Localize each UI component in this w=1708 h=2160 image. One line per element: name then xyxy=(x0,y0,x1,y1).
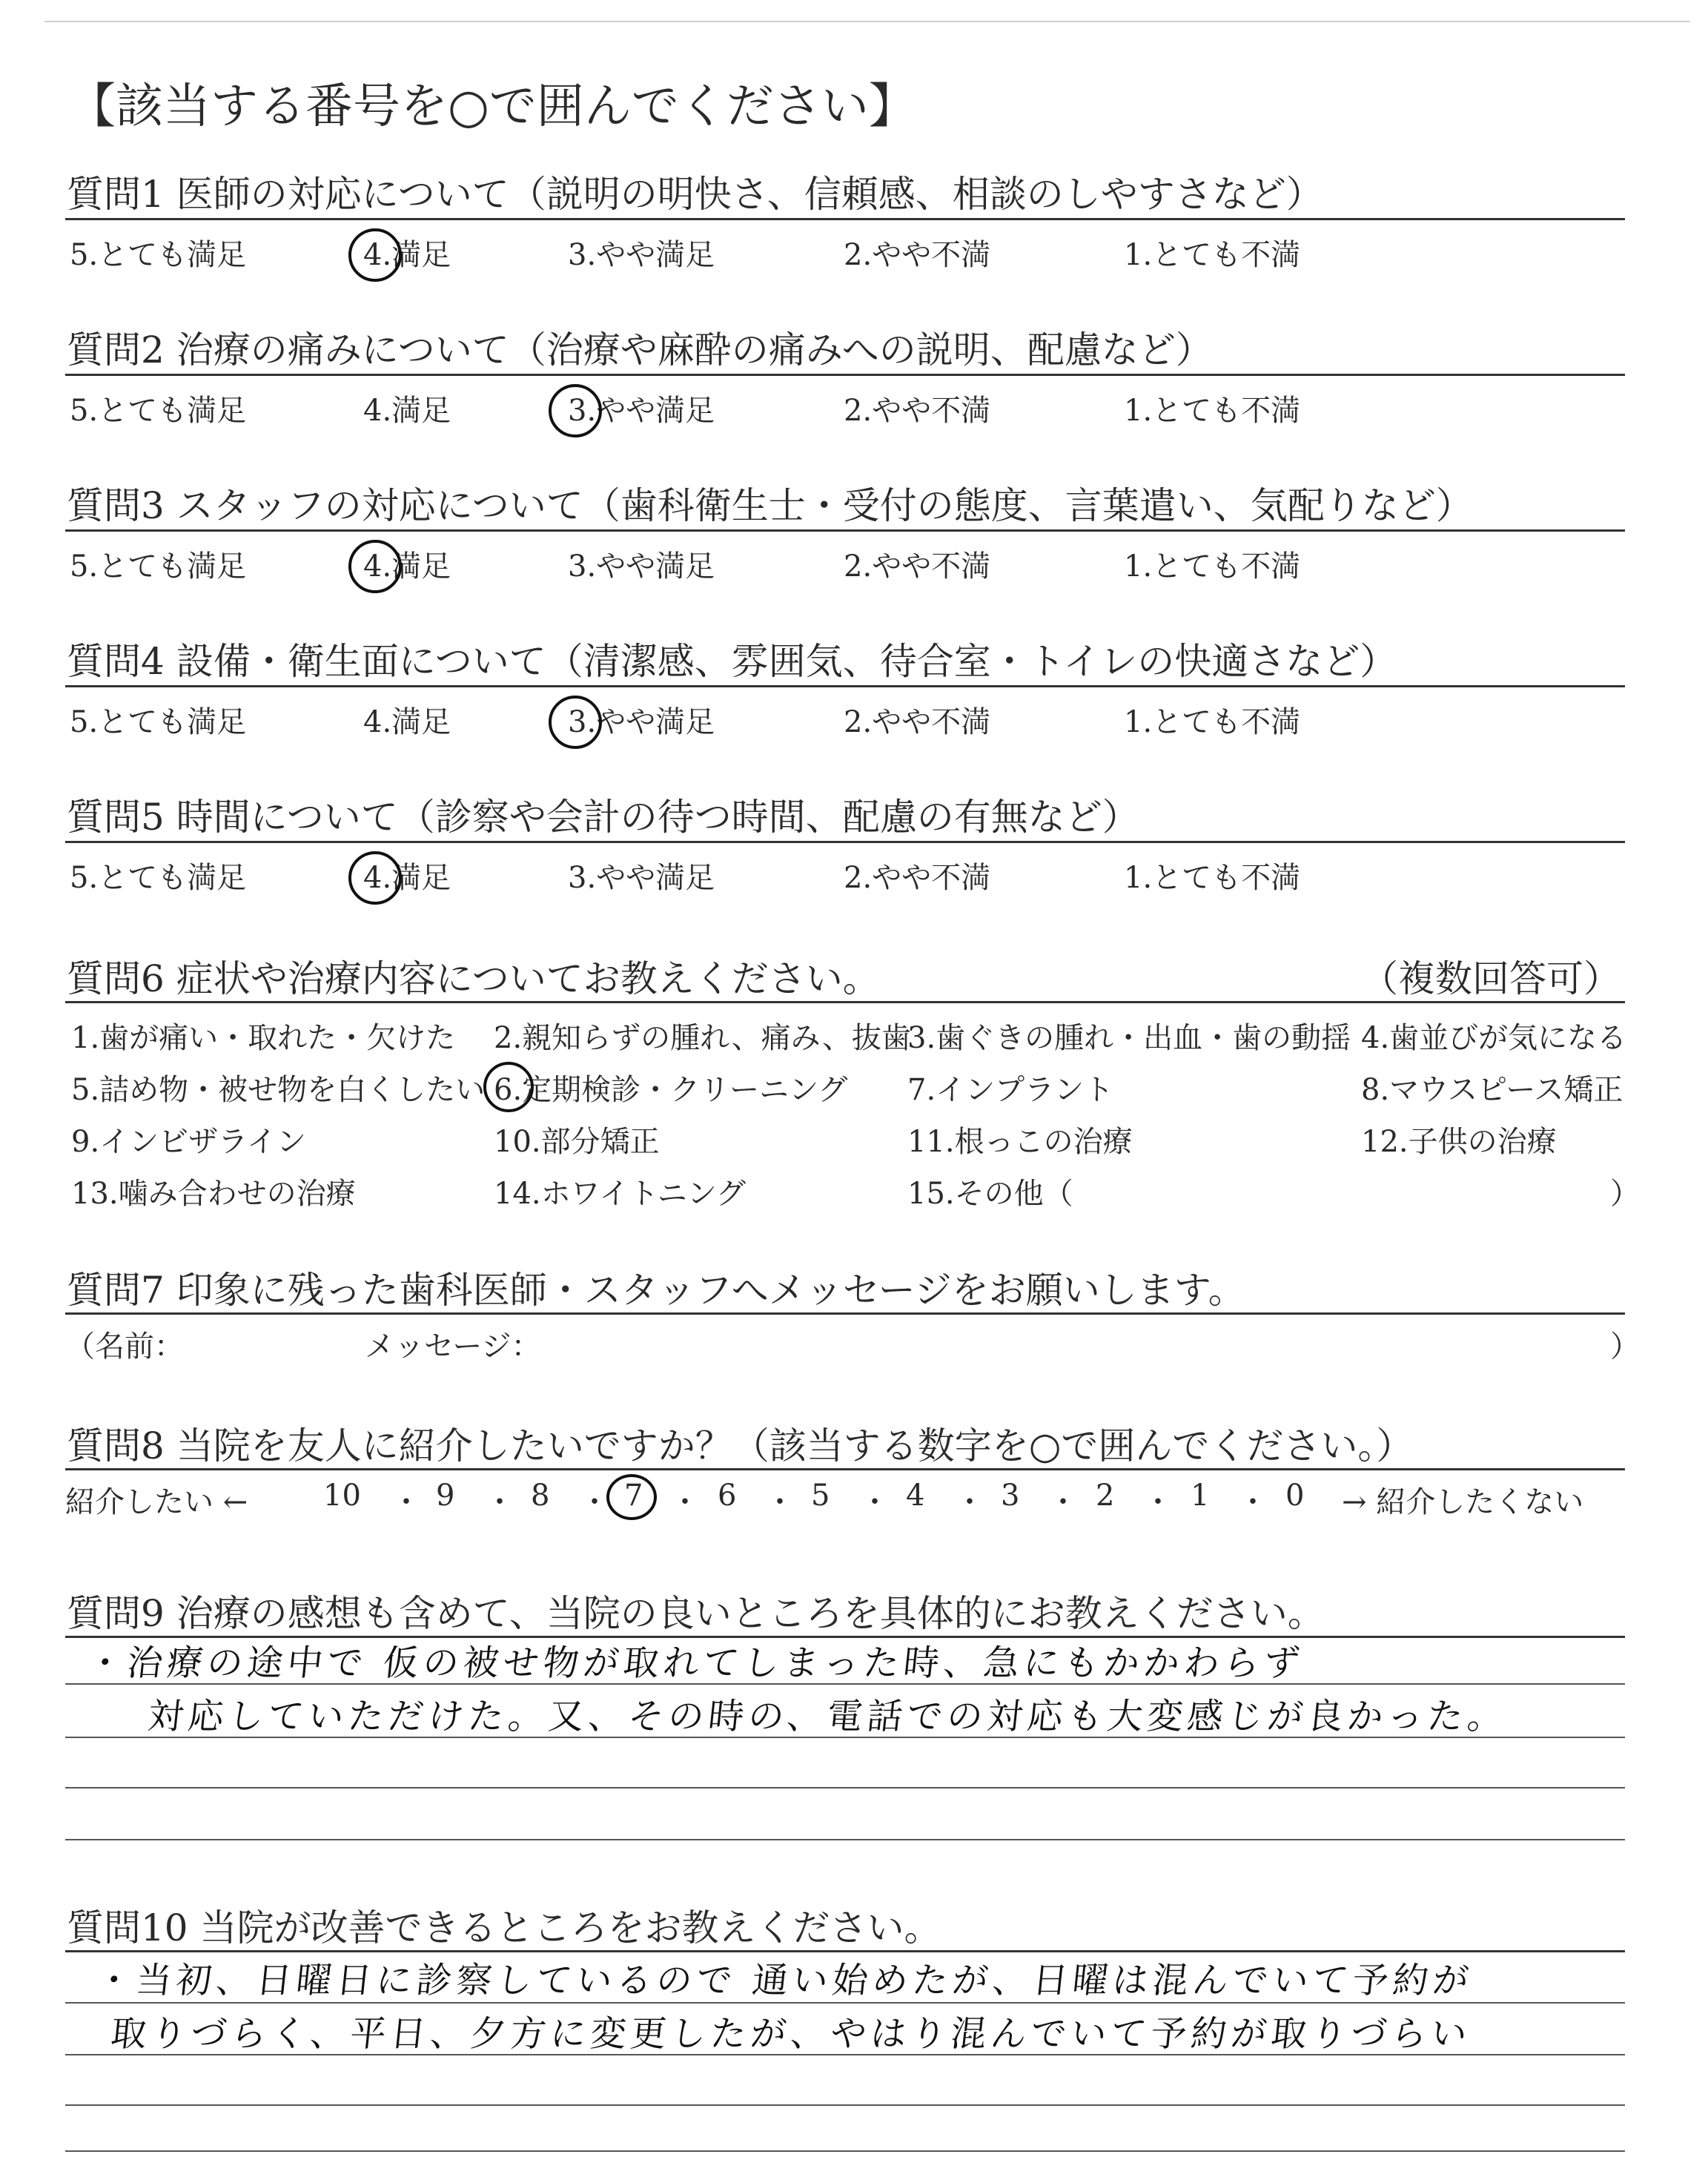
question-8-title: 質問8 当院を友人に紹介したいですか？（該当する数字を○で囲んでください。） xyxy=(67,1424,1414,1467)
separator-dot: ・ xyxy=(765,1485,795,1519)
score-1[interactable]: 1 xyxy=(1191,1479,1210,1513)
question-4-title: 質問4 設備・衛生面について（清潔感、雰囲気、待合室・トイレの快適さなど） xyxy=(67,640,1397,683)
q6-item-15[interactable]: 15.その他（ xyxy=(907,1177,1073,1211)
divider xyxy=(65,218,1625,220)
divider xyxy=(65,685,1625,687)
score-7[interactable]: 7 xyxy=(624,1479,643,1513)
score-3[interactable]: 3 xyxy=(1001,1479,1020,1513)
writing-line xyxy=(65,2150,1625,2152)
separator-dot: ・ xyxy=(1238,1485,1268,1519)
question-10-title: 質問10 当院が改善できるところをお教えください。 xyxy=(67,1906,941,1949)
question-7-title: 質問7 印象に残った歯科医師・スタッフへメッセージをお願いします。 xyxy=(67,1269,1245,1312)
score-2[interactable]: 2 xyxy=(1096,1479,1115,1513)
q4-option-5[interactable]: 5.とても満足 xyxy=(70,705,247,739)
score-6[interactable]: 6 xyxy=(718,1479,737,1513)
q4-option-3[interactable]: 3.やや満足 xyxy=(568,705,715,739)
writing-line xyxy=(65,1839,1625,1840)
question-2-title: 質問2 治療の痛みについて（治療や麻酔の痛みへの説明、配慮など） xyxy=(67,328,1213,371)
score-10[interactable]: 10 xyxy=(323,1479,361,1513)
q1-option-1[interactable]: 1.とても不満 xyxy=(1124,238,1301,272)
q2-option-5[interactable]: 5.とても満足 xyxy=(70,394,247,428)
q1-option-3[interactable]: 3.やや満足 xyxy=(568,238,715,272)
message-label: メッセージ： xyxy=(365,1330,541,1364)
q1-option-2[interactable]: 2.やや不満 xyxy=(844,238,991,272)
q2-option-4[interactable]: 4.満足 xyxy=(363,394,451,428)
q6-item-13[interactable]: 13.噛み合わせの治療 xyxy=(71,1177,356,1211)
q3-option-4[interactable]: 4.満足 xyxy=(363,549,451,584)
q5-option-2[interactable]: 2.やや不満 xyxy=(844,861,991,895)
divider xyxy=(65,1312,1625,1315)
divider xyxy=(65,1001,1625,1003)
q2-option-2[interactable]: 2.やや不満 xyxy=(844,394,991,428)
score-0[interactable]: 0 xyxy=(1285,1479,1305,1513)
separator-dot: ・ xyxy=(391,1485,421,1519)
score-8[interactable]: 8 xyxy=(531,1479,550,1513)
score-9[interactable]: 9 xyxy=(436,1479,455,1513)
separator-dot: ・ xyxy=(1048,1485,1078,1519)
q6-item-6[interactable]: 6.定期検診・クリーニング xyxy=(494,1073,848,1107)
q6-item-7[interactable]: 7.インプラント xyxy=(907,1073,1114,1107)
q3-option-5[interactable]: 5.とても満足 xyxy=(70,549,247,584)
separator-dot: ・ xyxy=(485,1485,514,1519)
q4-selection-circle xyxy=(549,696,602,749)
q6-item-12[interactable]: 12.子供の治療 xyxy=(1361,1125,1557,1159)
q5-option-1[interactable]: 1.とても不満 xyxy=(1124,861,1301,895)
top-border xyxy=(44,21,1690,22)
q5-selection-circle xyxy=(348,851,402,905)
q6-item-3[interactable]: 3.歯ぐきの腫れ・出血・歯の動揺 xyxy=(907,1021,1351,1055)
handwritten-answer-line: ・治療の途中で 仮の被せ物が取れてしまった時、急にもかかわらず xyxy=(85,1642,1306,1684)
q2-option-1[interactable]: 1.とても不満 xyxy=(1124,394,1301,428)
divider xyxy=(65,1468,1625,1470)
q6-item-8[interactable]: 8.マウスピース矯正 xyxy=(1361,1073,1623,1107)
separator-dot: ・ xyxy=(580,1485,609,1519)
writing-line xyxy=(65,1787,1625,1789)
q2-option-3[interactable]: 3.やや満足 xyxy=(568,394,715,428)
q6-selection-circle xyxy=(483,1062,534,1112)
q6-item-4[interactable]: 4.歯並びが気になる xyxy=(1361,1021,1627,1055)
question-1-title: 質問1 医師の対応について（説明の明快さ、信頼感、相談のしやすさなど） xyxy=(67,173,1323,216)
recommend-left-label: 紹介したい ← xyxy=(65,1485,248,1519)
q8-selection-circle xyxy=(606,1474,657,1520)
writing-line xyxy=(65,2104,1625,2106)
handwritten-answer-line: 対応していただけた。又、その時の、電話での対応も大変感じが良かった。 xyxy=(145,1696,1510,1737)
q1-option-4[interactable]: 4.満足 xyxy=(363,238,451,272)
writing-line xyxy=(65,1683,1625,1685)
handwritten-answer-line: ・当初、日曜日に診察しているので 通い始めたが、日曜は混んでいて予約が xyxy=(93,1960,1475,2001)
q5-option-3[interactable]: 3.やや満足 xyxy=(568,861,715,895)
question-6-title: 質問6 症状や治療内容についてお教えください。 xyxy=(67,957,880,1000)
q2-selection-circle xyxy=(549,384,602,437)
q5-option-4[interactable]: 4.満足 xyxy=(363,861,451,895)
question-9-title: 質問9 治療の感想も含めて、当院の良いところを具体的にお教えください。 xyxy=(67,1592,1325,1635)
separator-dot: ・ xyxy=(860,1485,890,1519)
handwritten-answer-line: 取りづらく、平日、夕方に変更したが、やはり混んでいて予約が取りづらい xyxy=(108,2013,1474,2055)
q4-option-1[interactable]: 1.とても不満 xyxy=(1124,705,1301,739)
q1-option-5[interactable]: 5.とても満足 xyxy=(70,238,247,272)
q6-close-paren: ） xyxy=(1610,1177,1640,1211)
q3-option-1[interactable]: 1.とても不満 xyxy=(1124,549,1301,584)
q6-item-1[interactable]: 1.歯が痛い・取れた・欠けた xyxy=(71,1021,456,1055)
divider xyxy=(65,374,1625,376)
q6-item-2[interactable]: 2.親知らずの腫れ、痛み、抜歯 xyxy=(494,1021,911,1055)
q3-selection-circle xyxy=(348,540,402,593)
q6-item-11[interactable]: 11.根っこの治療 xyxy=(907,1125,1133,1159)
q4-option-4[interactable]: 4.満足 xyxy=(363,705,451,739)
recommend-right-label: → 紹介したくない xyxy=(1342,1485,1584,1519)
q3-option-3[interactable]: 3.やや満足 xyxy=(568,549,715,584)
q6-item-10[interactable]: 10.部分矯正 xyxy=(494,1125,660,1159)
q5-option-5[interactable]: 5.とても満足 xyxy=(70,861,247,895)
writing-line xyxy=(65,2054,1625,2055)
divider xyxy=(65,841,1625,843)
q3-option-2[interactable]: 2.やや不満 xyxy=(844,549,991,584)
separator-dot: ・ xyxy=(1143,1485,1173,1519)
q6-item-5[interactable]: 5.詰め物・被せ物を白くしたい xyxy=(71,1073,486,1107)
name-label: （名前： xyxy=(65,1330,184,1364)
q7-close-paren: ） xyxy=(1610,1330,1640,1364)
score-5[interactable]: 5 xyxy=(811,1479,830,1513)
q6-item-14[interactable]: 14.ホワイトニング xyxy=(494,1177,747,1211)
multiple-answers-note: （複数回答可） xyxy=(1361,957,1621,1000)
q1-selection-circle xyxy=(348,228,402,282)
writing-line xyxy=(65,2002,1625,2004)
separator-dot: ・ xyxy=(955,1485,984,1519)
writing-line xyxy=(65,1737,1625,1738)
q4-option-2[interactable]: 2.やや不満 xyxy=(844,705,991,739)
score-4[interactable]: 4 xyxy=(906,1479,925,1513)
q6-item-9[interactable]: 9.インビザライン xyxy=(71,1125,306,1159)
question-5-title: 質問5 時間について（診察や会計の待つ時間、配慮の有無など） xyxy=(67,796,1139,839)
divider xyxy=(65,529,1625,532)
separator-dot: ・ xyxy=(670,1485,700,1519)
question-3-title: 質問3 スタッフの対応について（歯科衛生士・受付の態度、言葉遣い、気配りなど） xyxy=(67,484,1473,527)
page-title: 【該当する番号を○で囲んでください】 xyxy=(68,79,916,134)
